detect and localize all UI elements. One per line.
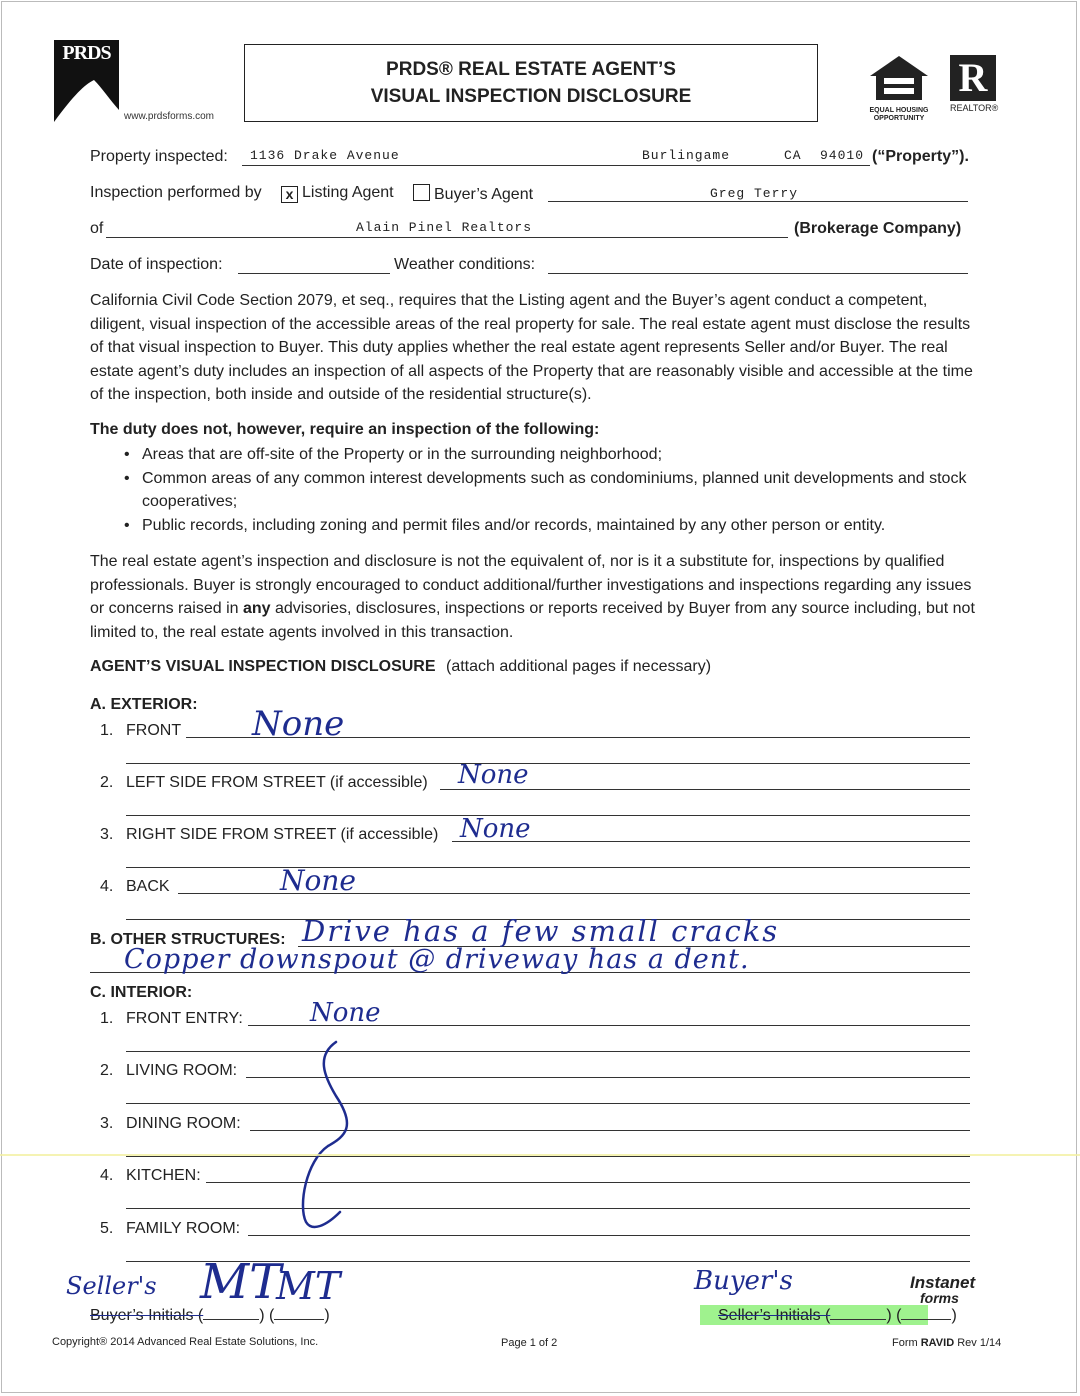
interior-item-family-label: FAMILY ROOM: (126, 1220, 241, 1237)
instanet-logo-line-2: forms (920, 1290, 959, 1306)
left-line-2[interactable] (126, 798, 970, 816)
form-prefix: Form (892, 1337, 918, 1349)
left-initials-label: Buyer’s Initials ( (90, 1307, 204, 1324)
prds-logo-text: PRDS (62, 42, 111, 64)
disclosure-heading-row (90, 658, 711, 676)
other-structures-answer-2: Copper downspout @ driveway has a dent. (124, 944, 750, 975)
property-suffix: (“Property”). (872, 148, 969, 165)
notice-part-2: advisories, disclosures, inspections or reports received by Buyer from any source including, but not limited to, the real estate agents involved in this transaction. (90, 600, 975, 641)
exterior-heading: A. EXTERIOR: (90, 696, 198, 713)
left-initials-close: ) (324, 1307, 330, 1324)
interior-item-dining-num: 3. (100, 1115, 114, 1132)
weather-label: Weather conditions: (394, 256, 536, 273)
right-initials-box-2[interactable] (901, 1319, 951, 1320)
right-initials-label: Seller’s Initials ( (718, 1307, 831, 1324)
notice-emphasis: any (242, 600, 271, 618)
equal-housing-logo (868, 54, 930, 122)
page-number: Page 1 of 2 (501, 1337, 558, 1349)
exterior-item-front-num: 1. (100, 722, 114, 739)
interior-item-front-entry-label: FRONT ENTRY: (126, 1010, 243, 1027)
form-id: RAVID (920, 1337, 955, 1349)
left-initials-box-1[interactable] (203, 1319, 259, 1320)
form-identifier (892, 1337, 1001, 1349)
weather-underline[interactable] (548, 256, 968, 274)
notice-paragraph (90, 550, 980, 644)
listing-agent-option[interactable] (281, 184, 394, 203)
right-line-2[interactable] (126, 850, 970, 868)
date-label: Date of inspection: (90, 256, 223, 273)
property-state: CA (784, 148, 802, 163)
exterior-item-left-label: LEFT SIDE FROM STREET (if accessible) (126, 774, 428, 791)
left-answer: None (458, 760, 529, 790)
property-city: Burlingame (642, 148, 731, 163)
right-answer: None (460, 814, 531, 844)
exterior-item-back-label: BACK (126, 878, 170, 895)
interior-item-family-num: 5. (100, 1220, 114, 1237)
interior-item-living-label: LIVING ROOM: (126, 1062, 238, 1079)
exterior-item-left-num: 2. (100, 774, 114, 791)
living-line-2[interactable] (126, 1086, 970, 1104)
intro-paragraph: California Civil Code Section 2079, et seq., requires that the Listing agent and the Buyer’s agent conduct a competent, diligent, visual inspection of the accessible areas of the real property for sale. The real estate agent must disclose the results of that visual inspection to Buyer. This duty applies whether the real estate agent represents Seller and/or Buyer. The real estate agent’s duty includes an inspection of all aspects of the Property that are reasonably visible and accessible at the time of the inspection, both inside and outside of the residential structure(s). (90, 292, 973, 404)
interior-item-front-entry-num: 1. (100, 1010, 114, 1027)
realtor-text: REALTOR® (950, 103, 999, 113)
buyers-agent-option[interactable] (413, 184, 533, 204)
brokerage-name: Alain Pinel Realtors (356, 220, 533, 235)
realtor-logo (950, 55, 1010, 117)
right-initials-box-1[interactable] (830, 1319, 886, 1320)
exterior-item-front-label: FRONT (126, 722, 182, 739)
listing-agent-checkbox[interactable]: x (281, 186, 298, 203)
left-initial-signature-1: MT (200, 1254, 282, 1310)
prds-url: www.prdsforms.com (124, 111, 215, 122)
front-entry-answer: None (310, 998, 381, 1028)
property-label: Property inspected: (90, 148, 228, 165)
handwritten-brace (296, 1036, 366, 1232)
buyer-handwritten-note: Buyer's (694, 1266, 793, 1296)
right-initials-sep: ) ( (886, 1307, 902, 1324)
copyright-text: Copyright® 2014 Advanced Real Estate Solutions, Inc. (52, 1336, 319, 1348)
disclosure-heading: AGENT’S VISUAL INSPECTION DISCLOSURE (90, 658, 436, 675)
front-entry-line-2[interactable] (126, 1034, 970, 1052)
notice-part-1: The real estate agent’s inspection and disclosure is not the equivalent of, nor is it a substitute for, inspections by qualified professionals. Buyer is strongly encouraged to conduct additional/further investigations and inspections regarding any issues or concerns raised in (90, 553, 972, 618)
listing-agent-label: Listing Agent (302, 184, 394, 201)
property-street: 1136 Drake Avenue (250, 148, 400, 163)
right-initials-close: ) (951, 1307, 957, 1324)
other-structures-answer-1: Drive has a few small cracks (302, 914, 780, 948)
property-zip: 94010 (820, 148, 865, 163)
inspector-label: Inspection performed by (90, 184, 262, 201)
brokerage-suffix: (Brokerage Company) (794, 220, 962, 237)
equal-housing-text: EQUAL HOUSING OPPORTUNITY (869, 107, 929, 122)
agent-name: Greg Terry (710, 186, 799, 201)
front-answer: None (252, 704, 345, 744)
title-line-1: PRDS® REAL ESTATE AGENT’S (386, 59, 676, 80)
duty-heading: The duty does not, however, require an inspection of the following: (90, 421, 600, 438)
interior-item-living-num: 2. (100, 1062, 114, 1079)
interior-item-dining-label: DINING ROOM: (126, 1115, 241, 1132)
duty-item: • Public records, including zoning and permit files and/or records, maintained by any other person or entity. (122, 514, 972, 538)
left-initials-sep: ) ( (259, 1307, 275, 1324)
of-label: of (90, 220, 104, 237)
other-structures-heading: B. OTHER STRUCTURES: (90, 931, 286, 948)
title-box (244, 44, 818, 122)
instanet-logo (910, 1274, 1010, 1310)
back-answer: None (280, 864, 356, 897)
exterior-item-back-num: 4. (100, 878, 114, 895)
exterior-item-right-label: RIGHT SIDE FROM STREET (if accessible) (126, 826, 439, 843)
date-underline[interactable] (238, 256, 390, 274)
front-line-2[interactable] (126, 746, 970, 764)
equal-housing-icon (868, 54, 930, 102)
left-initial-signature-2: MT (276, 1264, 341, 1308)
buyers-agent-checkbox[interactable] (413, 184, 430, 201)
kitchen-line-2[interactable] (126, 1191, 970, 1209)
interior-item-kitchen-num: 4. (100, 1167, 114, 1184)
exterior-item-right-num: 3. (100, 826, 114, 843)
interior-item-kitchen-label: KITCHEN: (126, 1167, 201, 1184)
scan-artifact-line (0, 1154, 1080, 1156)
disclosure-note: (attach additional pages if necessary) (445, 658, 712, 675)
duty-list (122, 443, 972, 537)
duty-item: • Common areas of any common interest developments such as condominiums, planned unit developments and stock cooperatives; (122, 467, 972, 514)
realtor-r-icon: R (950, 55, 996, 101)
prds-logo (54, 40, 119, 122)
left-initials-box-2[interactable] (274, 1319, 324, 1320)
duty-item: • Areas that are off-site of the Property or in the surrounding neighborhood; (122, 443, 972, 467)
form-rev: Rev 1/14 (957, 1337, 1002, 1349)
buyers-agent-label: Buyer’s Agent (434, 186, 534, 203)
interior-heading: C. INTERIOR: (90, 984, 193, 1001)
instanet-logo-line-1: Instanet (910, 1273, 976, 1292)
title-line-2: VISUAL INSPECTION DISCLOSURE (370, 86, 692, 107)
seller-handwritten-note: Seller's (66, 1272, 157, 1300)
